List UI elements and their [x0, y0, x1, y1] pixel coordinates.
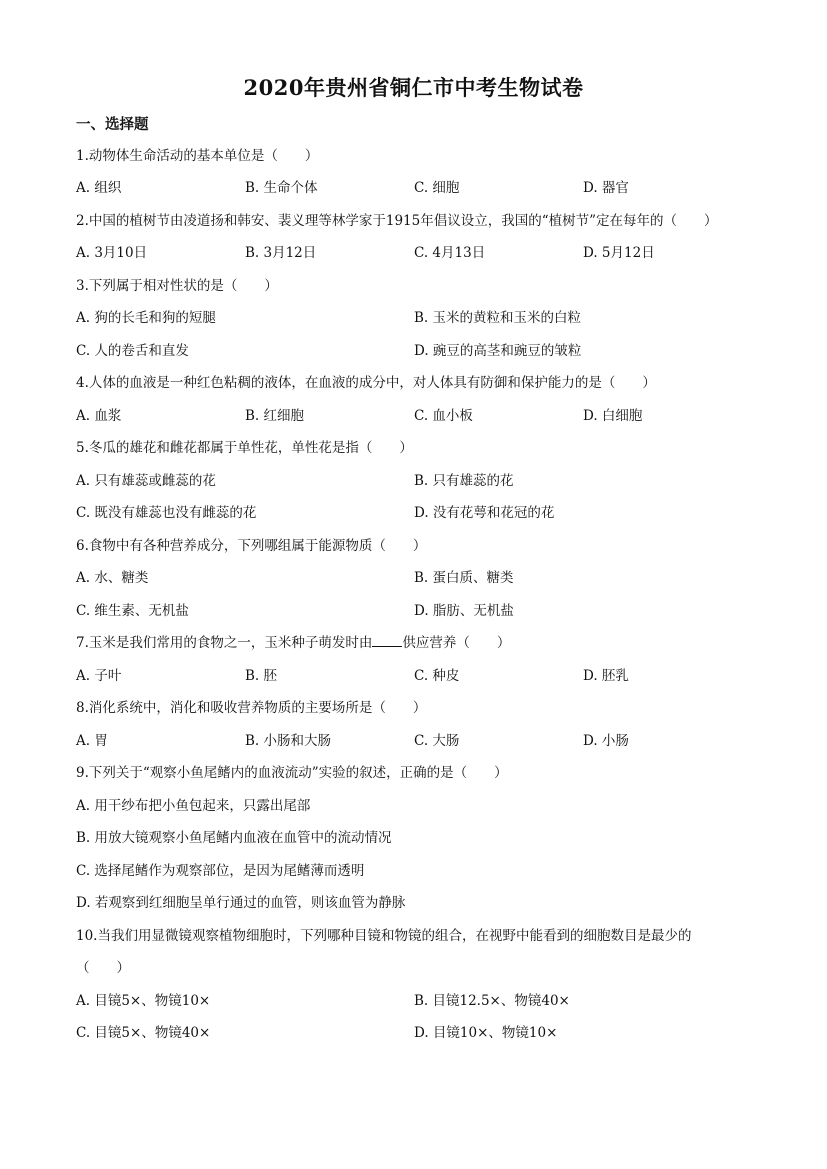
- option-c: C. 4月13日: [414, 245, 486, 261]
- option-c: C. 大肠: [414, 733, 460, 749]
- option-d: D. 目镜10×、物镜10×: [414, 1025, 558, 1041]
- option-b: B. 玉米的黄粒和玉米的白粒: [414, 310, 582, 326]
- option-d: D. 豌豆的高茎和豌豆的皱粒: [414, 343, 582, 359]
- option-d: D. 若观察到红细胞呈单行通过的血管，则该血管为静脉: [76, 895, 406, 911]
- question-stem-part2: 供应营养（ ）: [402, 635, 511, 651]
- question-stem: 4.人体的血液是一种红色粘稠的液体，在血液的成分中，对人体具有防御和保护能力的是（ ）: [76, 375, 656, 391]
- fill-blank: [372, 634, 402, 647]
- question-stem: 8.消化系统中，消化和吸收营养物质的主要场所是（ ）: [76, 700, 427, 716]
- option-d: D. 胚乳: [583, 668, 629, 684]
- option-a: A. 用干纱布把小鱼包起来，只露出尾部: [76, 798, 311, 814]
- option-d: D. 脂肪、无机盐: [414, 603, 514, 619]
- option-b: B. 蛋白质、糖类: [414, 570, 514, 586]
- option-d: D. 器官: [583, 180, 629, 196]
- question-stem: 1.动物体生命活动的基本单位是（ ）: [76, 148, 319, 164]
- option-a: A. 胃: [76, 733, 108, 749]
- option-b: B. 红细胞: [245, 408, 305, 424]
- option-c: C. 维生素、无机盐: [76, 603, 189, 619]
- option-a: A. 血浆: [76, 408, 122, 424]
- question-stem: 9.下列关于“观察小鱼尾鳍内的血液流动”实验的叙述，正确的是（ ）: [76, 765, 508, 781]
- option-d: D. 白细胞: [583, 408, 643, 424]
- page-title: 2020年贵州省铜仁市中考生物试卷: [243, 75, 584, 100]
- option-d: D. 小肠: [583, 733, 629, 749]
- question-stem: 2.中国的植树节由凌道扬和韩安、裴义理等林学家于1915年倡议设立，我国的“植树节”定在每年的（ ）: [76, 213, 718, 229]
- option-b: B. 小肠和大肠: [245, 733, 332, 749]
- question-stem: 10.当我们用显微镜观察植物细胞时，下列哪种目镜和物镜的组合，在视野中能看到的细胞数目是最少的: [76, 928, 692, 944]
- question-stem-part1: 7.玉米是我们常用的食物之一，玉米种子萌发时由: [76, 635, 373, 651]
- question-stem: [76, 633, 766, 653]
- option-b: B. 只有雄蕊的花: [414, 473, 514, 489]
- question-stem: 3.下列属于相对性状的是（ ）: [76, 278, 278, 294]
- option-c: C. 选择尾鳍作为观察部位，是因为尾鳍薄而透明: [76, 863, 365, 879]
- option-b: B. 目镜12.5×、物镜40×: [414, 993, 570, 1009]
- option-c: C. 目镜5×、物镜40×: [76, 1025, 211, 1041]
- question-stem: 5.冬瓜的雄花和雌花都属于单性花，单性花是指（ ）: [76, 440, 413, 456]
- question-stem-continued: （ ）: [76, 960, 130, 976]
- question-stem: 6.食物中有各种营养成分，下列哪组属于能源物质（ ）: [76, 538, 427, 554]
- option-a: A. 子叶: [76, 668, 122, 684]
- option-b: B. 生命个体: [245, 180, 318, 196]
- option-d: D. 5月12日: [583, 245, 655, 261]
- option-a: A. 3月10日: [76, 245, 148, 261]
- option-c: C. 人的卷舌和直发: [76, 343, 189, 359]
- section-heading: 一、选择题: [76, 116, 149, 133]
- option-a: A. 组织: [76, 180, 122, 196]
- option-a: A. 水、糖类: [76, 570, 149, 586]
- option-c: C. 既没有雄蕊也没有雌蕊的花: [76, 505, 257, 521]
- option-a: A. 目镜5×、物镜10×: [76, 993, 211, 1009]
- option-c: C. 种皮: [414, 668, 460, 684]
- option-b: B. 用放大镜观察小鱼尾鳍内血液在血管中的流动情况: [76, 830, 392, 846]
- option-c: C. 血小板: [414, 408, 473, 424]
- option-a: A. 只有雄蕊或雌蕊的花: [76, 473, 216, 489]
- option-b: B. 3月12日: [245, 245, 317, 261]
- option-a: A. 狗的长毛和狗的短腿: [76, 310, 216, 326]
- option-d: D. 没有花萼和花冠的花: [414, 505, 555, 521]
- option-c: C. 细胞: [414, 180, 460, 196]
- option-b: B. 胚: [245, 668, 278, 684]
